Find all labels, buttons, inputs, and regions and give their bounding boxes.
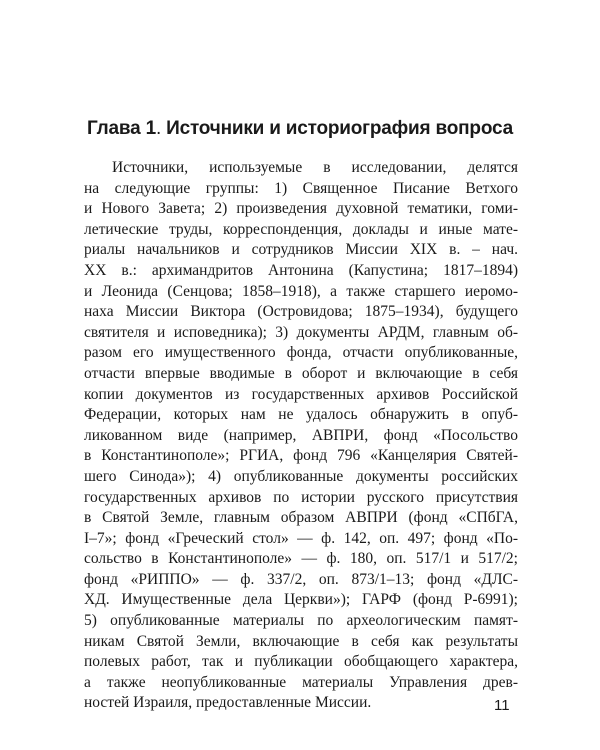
text-line: ликованном виде (например, АВПРИ, фонд «Посольство bbox=[84, 426, 518, 444]
text-line: и Леонида (Сенцова; 1858–1918), а также старшего иеромо- bbox=[84, 282, 518, 300]
text-line: разом его имущественного фонда, отчасти опубликованные, bbox=[84, 344, 518, 362]
text-line: государственных архивов по истории русского присутствия bbox=[84, 488, 518, 506]
text-line: ХД. Имущественные дела Церкви»); ГАРФ (фонд Р-6991); bbox=[84, 591, 518, 609]
text-line: никам Святой Земли, включающие в себя как результаты bbox=[84, 632, 518, 650]
text-line: риалы начальников и сотрудников Миссии XIX в. – нач. bbox=[84, 241, 518, 259]
text-line: фонд «РИППО» — ф. 337/2, оп. 873/1–13; фонд «ДЛС- bbox=[84, 570, 518, 588]
text-line: отчасти впервые вводимые в оборот и включающие в себя bbox=[84, 364, 518, 382]
text-line: на следующие группы: 1) Священное Писание Ветхого bbox=[84, 179, 518, 197]
text-line: I–7»; фонд «Греческий стол» — ф. 142, оп. 497; фонд «По- bbox=[84, 529, 518, 547]
body-paragraph bbox=[84, 158, 518, 714]
text-line: 5) опубликованные материалы по археологическим памят- bbox=[84, 612, 518, 630]
text-line: копии документов из государственных архивов Российской bbox=[84, 385, 518, 403]
text-line: в Святой Земле, главным образом АВПРИ (фонд «СПбГА, bbox=[84, 509, 518, 527]
text-line: наха Миссии Виктора (Островидова; 1875–1934), будущего bbox=[84, 303, 518, 321]
text-line: святителя и исповедника); 3) документы АРДМ, главным об- bbox=[84, 323, 518, 341]
chapter-number: Глава 1 bbox=[87, 118, 156, 139]
text-line: Федерации, которых нам не удалось обнаружить в опуб- bbox=[84, 406, 518, 424]
chapter-separator: . bbox=[155, 118, 162, 139]
text-line: полевых работ, так и публикации обобщающего характера, bbox=[84, 653, 518, 671]
text-line: и Нового Завета; 2) произведения духовной тематики, гоми- bbox=[84, 200, 518, 218]
text-line: летические труды, корреспонденция, доклады и иные мате- bbox=[84, 220, 518, 238]
text-line: сольство в Константинополе» — ф. 180, оп. 517/1 и 517/2; bbox=[84, 550, 518, 568]
text-line: ностей Израиля, предоставленные Миссии. bbox=[84, 694, 372, 712]
page-number: 11 bbox=[494, 697, 510, 714]
text-line: в Константинополе»; РГИА, фонд 796 «Канцелярия Святей- bbox=[84, 447, 518, 465]
text-line: шего Синода»); 4) опубликованные документы российских bbox=[84, 467, 518, 485]
chapter-title: Источники и историография вопроса bbox=[166, 118, 513, 139]
text-line: а также неопубликованные материалы Управления древ- bbox=[84, 673, 518, 691]
text-line: XX в.: архимандритов Антонина (Капустина; 1817–1894) bbox=[84, 261, 518, 279]
chapter-heading bbox=[0, 118, 600, 140]
text-line: Источники, используемые в исследовании, делятся bbox=[112, 159, 518, 176]
